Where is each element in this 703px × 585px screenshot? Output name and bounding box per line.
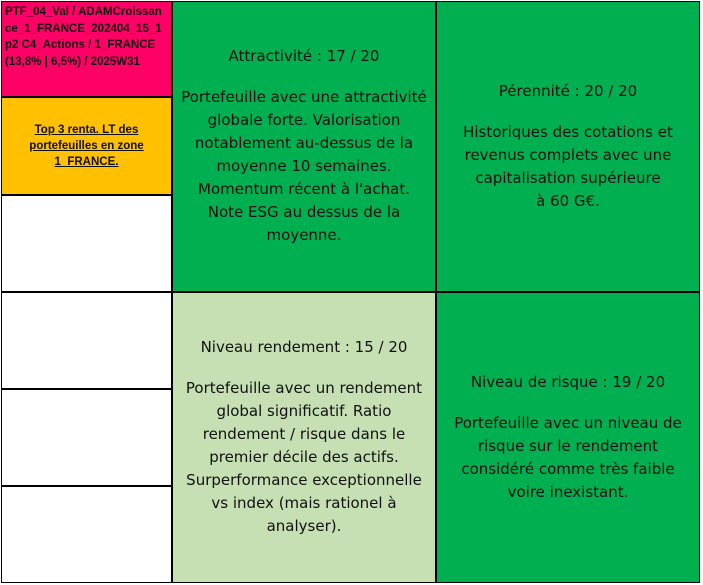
risque-description: Portefeuille avec un niveau de risque sur le rendement considéré comme très faible voire inexistant.: [454, 413, 682, 501]
top3-cell: [1, 97, 172, 195]
perennite-title: Pérennité : 20 / 20: [498, 81, 638, 100]
perennite-description: Historiques des cotations et revenus complets avec une capitalisation supérieure à 60 G€.: [463, 122, 673, 210]
empty-cell-1: [1, 195, 172, 292]
attractivite-title: Attractivité : 17 / 20: [228, 47, 380, 65]
rendement-cell: [172, 292, 436, 583]
empty-cell-3: [1, 389, 172, 486]
attractivite-description: Portefeuille avec une attractivité globale forte. Valorisation notablement au-dessus de la moyenne 10 semaines. Momentum récent à l'achat. Note ESG au dessus de la moyenne.: [181, 88, 427, 244]
portfolio-header-text: PTF_04_Val / ADAMCroissance_1_FRANCE_202404_15_1p2 C4_Actions / 1_FRANCE (13,8% | 6,5%) / 2025W31: [5, 6, 162, 68]
portfolio-header-cell: [1, 1, 172, 97]
top3-label: Top 3 renta. LT des portefeuilles en zone 1_FRANCE.: [29, 124, 144, 168]
attractivite-cell: [172, 1, 436, 292]
risque-cell: [436, 292, 700, 583]
perennite-cell: [436, 1, 700, 292]
empty-cell-2: [1, 292, 172, 389]
risque-title: Niveau de risque : 19 / 20: [470, 372, 666, 391]
rendement-description: Portefeuille avec un rendement global significatif. Ratio rendement / risque dans le premier décile des actifs. Surperformance exceptionnelle vs index (mais rationel à analyser).: [185, 379, 423, 535]
rendement-title: Niveau rendement : 15 / 20: [200, 338, 408, 356]
empty-cell-4: [1, 486, 172, 583]
